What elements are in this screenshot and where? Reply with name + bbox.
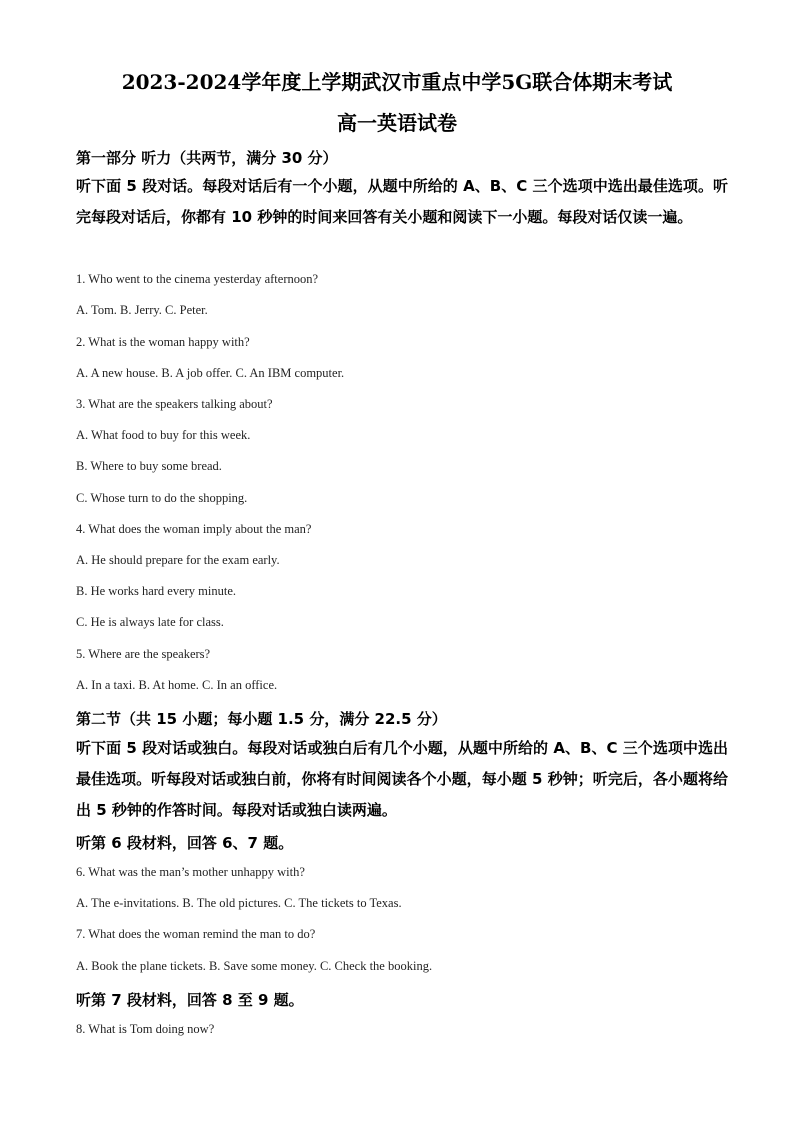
question-options: A. The e-invitations. B. The old pictures. C. The tickets to Texas. xyxy=(76,896,402,910)
question-options: A. In a taxi. B. At home. C. In an office. xyxy=(76,678,278,692)
question-stem: 8. What is Tom doing now? xyxy=(76,1022,215,1036)
part2-heading: 第二节（共 15 小题；每小题 1.5 分，满分 22.5 分） xyxy=(76,710,447,728)
exam-title: 2023-2024学年度上学期武汉市重点中学5G联合体期末考试 xyxy=(121,70,673,94)
question-options: A. Book the plane tickets. B. Save some money. C. Check the booking. xyxy=(76,959,433,973)
question-option: B. Where to buy some bread. xyxy=(76,459,222,473)
question-options: A. A new house. B. A job offer. C. An IBM computer. xyxy=(76,366,345,380)
question-option: A. What food to buy for this week. xyxy=(76,428,251,442)
question-options: A. Tom. B. Jerry. C. Peter. xyxy=(76,303,208,317)
question-stem: 6. What was the man’s mother unhappy with? xyxy=(76,865,305,879)
part1-instructions: 听下面 5 段对话。每段对话后有一个小题，从题中所给的 A、B、C 三个选项中选出最佳选项。听完每段对话后，你都有 10 秒钟的时间来回答有关小题和阅读下一小题。每段对话仅读一遍。 xyxy=(76,177,728,226)
material-6-heading: 听第 6 段材料，回答 6、7 题。 xyxy=(76,834,294,852)
question-stem: 7. What does the woman remind the man to do? xyxy=(76,927,316,941)
question-stem: 4. What does the woman imply about the man? xyxy=(76,522,312,536)
part2-instructions: 听下面 5 段对话或独白。每段对话或独白后有几个小题，从题中所给的 A、B、C 三个选项中选出最佳选项。听每段对话或独白前，你将有时间阅读各个小题，每小题 5 秒钟；听完后，各小题将给出 5 秒钟的作答时间。每段对话或独白读两遍。 xyxy=(76,739,728,819)
question-option: B. He works hard every minute. xyxy=(76,584,237,598)
question-stem: 1. Who went to the cinema yesterday afternoon? xyxy=(76,272,319,286)
material-7-heading: 听第 7 段材料，回答 8 至 9 题。 xyxy=(76,991,304,1009)
question-option: C. He is always late for class. xyxy=(76,615,224,629)
part1-heading: 第一部分 听力（共两节，满分 30 分） xyxy=(76,149,338,167)
question-option: A. He should prepare for the exam early. xyxy=(76,553,280,567)
question-stem: 2. What is the woman happy with? xyxy=(76,335,250,349)
question-option: C. Whose turn to do the shopping. xyxy=(76,491,248,505)
exam-subtitle: 高一英语试卷 xyxy=(337,111,457,135)
question-stem: 3. What are the speakers talking about? xyxy=(76,397,273,411)
question-stem: 5. Where are the speakers? xyxy=(76,647,211,661)
